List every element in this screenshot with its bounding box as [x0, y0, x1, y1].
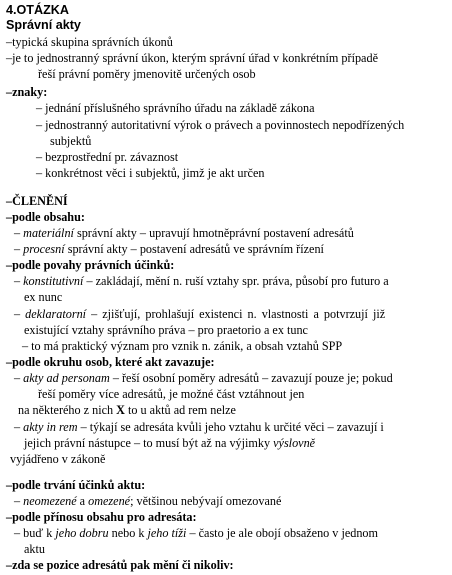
text-part: nebo k: [108, 526, 148, 540]
term: jeho tíži: [147, 526, 187, 540]
znak-text: bezprostřední pr. závaznost: [45, 150, 179, 164]
list-item: – deklaratorní – zjišťují, prohlašují existenci n. vlastnosti a potvrzují již: [14, 307, 386, 321]
list-item: – materiální správní akty – upravují hmotněprávní postavení adresátů: [14, 226, 354, 240]
term: omezené: [88, 494, 131, 508]
list-item: – jednání příslušného správního úřadu na základě zákona: [36, 101, 315, 115]
term: deklaratorní: [25, 307, 87, 321]
definition: – zakládají, mění n. ruší vztahy spr. práva, působí pro futuro a: [83, 274, 389, 288]
definition: – týkají se adresáta kvůli jeho vztahu k určité věci – zavazují i: [77, 420, 384, 434]
term: akty in rem: [23, 420, 78, 434]
definition-continuation: vyjádřeno v zákoně: [10, 452, 106, 466]
intro-line-1: –typická skupina správních úkonů: [6, 35, 173, 49]
text-part: to u aktů ad rem nelze: [124, 403, 236, 417]
term: neomezené: [23, 494, 77, 508]
question-title: 4.OTÁZKA: [6, 3, 69, 17]
znak-text: jednostranný autoritativní výrok o právech a povinnostech nepodřízených: [45, 118, 405, 132]
definition-continuation: řeší poměry více adresátů, je možné část vztáhnout jen: [38, 387, 305, 401]
definition-continuation: ex nunc: [24, 290, 63, 304]
ucinky-label: –podle povahy právních účinků:: [6, 258, 175, 272]
pozice-label: –zda se pozice adresátů pak mění či nikoliv:: [6, 558, 234, 572]
term: jeho dobru: [55, 526, 109, 540]
list-item: – akty in rem – týkají se adresáta kvůli jeho vztahu k určité věci – zavazují i: [14, 420, 384, 434]
definition-continuation: [18, 403, 236, 418]
intro-line-2: –je to jednostranný správní úkon, kterým správní úřad v konkrétním případě: [6, 51, 378, 65]
topic-title: Správní akty: [6, 18, 81, 32]
list-item: – bezprostřední pr. závaznost: [36, 150, 179, 164]
list-item: – akty ad personam – řeší osobní poměry adresátů – zavazují pouze je; pokud: [14, 371, 393, 385]
trvani-label: –podle trvání účinků aktu:: [6, 478, 146, 492]
term: akty ad personam: [23, 371, 110, 385]
text-part: jejich právní nástupce – to musí být až na výjimky: [24, 436, 274, 450]
note: – to má praktický význam pro vznik n. zánik, a obsah vztahů SPP: [22, 339, 343, 353]
definition: – často je ale obojí obsaženo v jednom: [186, 526, 378, 540]
definition: správní akty – upravují hmotněprávní postavení adresátů: [73, 226, 354, 240]
definition: ; většinou nebývají omezované: [130, 494, 282, 508]
znak-text: konkrétnost věci i subjektů, jimž je akt určen: [45, 166, 265, 180]
emphasis: výslovně: [273, 436, 316, 450]
term: materiální: [23, 226, 74, 240]
definition: – zjišťují, prohlašují existenci n. vlastnosti a potvrzují již: [86, 307, 386, 321]
cleneni-heading: –ČLENĚNÍ: [6, 194, 68, 208]
znak-continuation: subjektů: [50, 134, 92, 148]
prinos-label: –podle přínosu obsahu pro adresáta:: [6, 510, 197, 524]
znak-text: jednání příslušného správního úřadu na základě zákona: [45, 101, 315, 115]
list-item: – neomezené a omezené; většinou nebývají omezované: [14, 494, 282, 508]
definition-continuation: existující vztahy správního práva – pro praetorio a ex tunc: [24, 323, 308, 337]
text-part: na některého z nich: [18, 403, 117, 417]
okruh-label: –podle okruhu osob, které akt zavazuje:: [6, 355, 215, 369]
definition: – řeší osobní poměry adresátů – zavazují pouze je; pokud: [109, 371, 393, 385]
znaky-label: –znaky:: [6, 85, 48, 99]
list-item: – jednostranný autoritativní výrok o právech a povinnostech nepodřízených: [36, 118, 405, 132]
contrast-mark: X: [116, 403, 125, 417]
definition-continuation: [24, 436, 315, 451]
list-item: – konstitutivní – zakládají, mění n. ruší vztahy spr. práva, působí pro futuro a: [14, 274, 389, 288]
list-item: – procesní správní akty – postavení adresátů ve správním řízení: [14, 242, 324, 256]
term: konstitutivní: [23, 274, 84, 288]
term: procesní: [23, 242, 65, 256]
obsah-label: –podle obsahu:: [6, 210, 85, 224]
list-item: [14, 526, 378, 541]
intro-line-3: řeší právní poměry jmenovitě určených osob: [38, 67, 256, 81]
definition: správní akty – postavení adresátů ve správním řízení: [64, 242, 324, 256]
definition-continuation: aktu: [24, 542, 45, 556]
list-item: – konkrétnost věci i subjektů, jimž je akt určen: [36, 166, 265, 180]
text-part: – buď k: [14, 526, 56, 540]
text-part: a: [76, 494, 89, 508]
